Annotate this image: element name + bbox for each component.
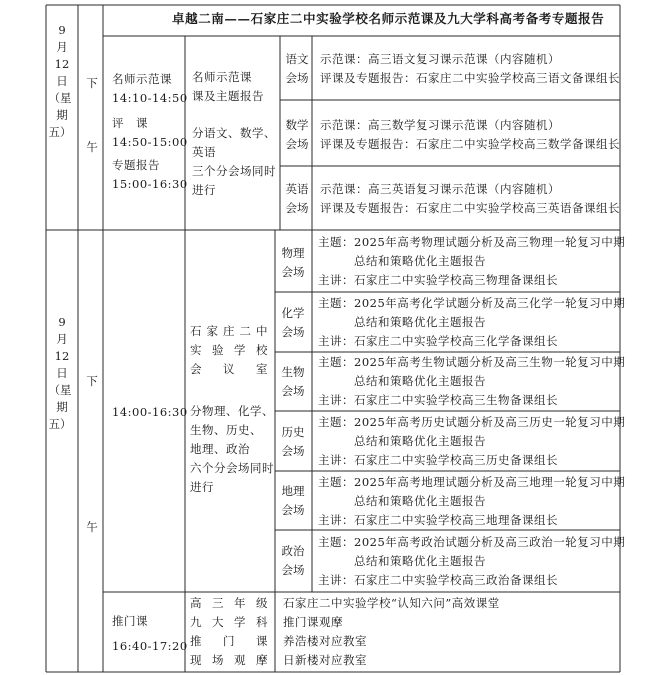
venue-english-label: 英语 会场 <box>285 182 309 215</box>
venue-biology-label: 生物 会场 <box>281 365 305 398</box>
venue-biology-details: 主题：2025年高考生物试题分析及高三生物一轮复习中期 总结和策略优化主题报告 主讲：石家庄二中实验学校高三生物备课组长 <box>318 355 626 407</box>
session2-subjects: 分物理、化学、 生物、历史、 地理、政治 六个分会场同时 进行 <box>190 404 274 494</box>
venue-geography-label: 地理 会场 <box>281 484 305 517</box>
venue-politics-details: 主题：2025年高考政治试题分析及高三政治一轮复习中期 总结和策略优化主题报告 主讲：石家庄二中实验学校高三政治备课组长 <box>318 535 626 587</box>
venue-history-details: 主题：2025年高考历史试题分析及高三历史一轮复习中期 总结和策略优化主题报告 主讲：石家庄二中实验学校高三历史备课组长 <box>318 415 626 467</box>
observation-schedule: 推门课 16:40-17:20 <box>112 614 188 653</box>
venue-english-details: 示范课：高三英语复习课示范课（内容随机） 评课及专题报告：石家庄二中实验学校高三英语备课组长 <box>320 182 620 215</box>
session2-location: 石家庄二中 实验学校 会议室 <box>190 324 268 376</box>
session2-period: 下 <box>86 374 98 388</box>
venue-physics-label: 物理 会场 <box>281 246 305 279</box>
venue-chemistry-label: 化学 会场 <box>281 306 305 339</box>
venue-physics-details: 主题：2025年高考物理试题分析及高三物理一轮复习中期 总结和策略优化主题报告 主讲：石家庄二中实验学校高三物理备课组长 <box>318 235 626 287</box>
venue-math-details: 示范课：高三数学复习课示范课（内容随机） 评课及专题报告：石家庄二中实验学校高三数学备课组长 <box>320 118 620 151</box>
session1-content: 名师示范课 课及主题报告 分语文、数学、 英语 三个分会场同时 进行 <box>192 70 276 197</box>
table-title: 卓越二南——石家庄二中实验学校名师示范课及九大学科高考备考专题报告 <box>172 11 605 26</box>
venue-chemistry-details: 主题：2025年高考化学试题分析及高三化学一轮复习中期 总结和策略优化主题报告 主讲：石家庄二中实验学校高三化学备课组长 <box>318 296 626 348</box>
venue-chinese-details: 示范课：高三语文复习课示范课（内容随机） 评课及专题报告：石家庄二中实验学校高三语文备课组长 <box>320 52 620 85</box>
session1-date: 9 月 12 日 （星 期 五） <box>48 23 72 139</box>
venue-math-label: 数学 会场 <box>285 118 309 151</box>
session2-date: 9 月 12 日 （星 期 五） <box>48 315 72 431</box>
observation-details: 石家庄二中实验学校“认知六问”高效课堂 推门课观摩 养浩楼对应教室 日新楼对应教室 <box>283 596 500 667</box>
session2-time: 14:00-16:30 <box>112 405 188 419</box>
session1-period: 下 <box>86 76 98 90</box>
session1-schedule: 名师示范课 14:10-14:50 评 课 14:50-15:00 专题报告 15:00-16:30 <box>112 72 188 191</box>
venue-chinese-label: 语文 会场 <box>285 52 309 85</box>
venue-politics-label: 政治 会场 <box>281 544 305 577</box>
observation-middle: 高三年级 九大学科 推门课 现场观摩 <box>190 596 268 667</box>
session1-period-2: 午 <box>86 140 98 154</box>
venue-history-label: 历史 会场 <box>281 425 305 458</box>
session2-period-2: 午 <box>86 520 98 534</box>
venue-geography-details: 主题：2025年高考地理试题分析及高三地理一轮复习中期 总结和策略优化主题报告 主讲：石家庄二中实验学校高三地理备课组长 <box>318 475 626 527</box>
